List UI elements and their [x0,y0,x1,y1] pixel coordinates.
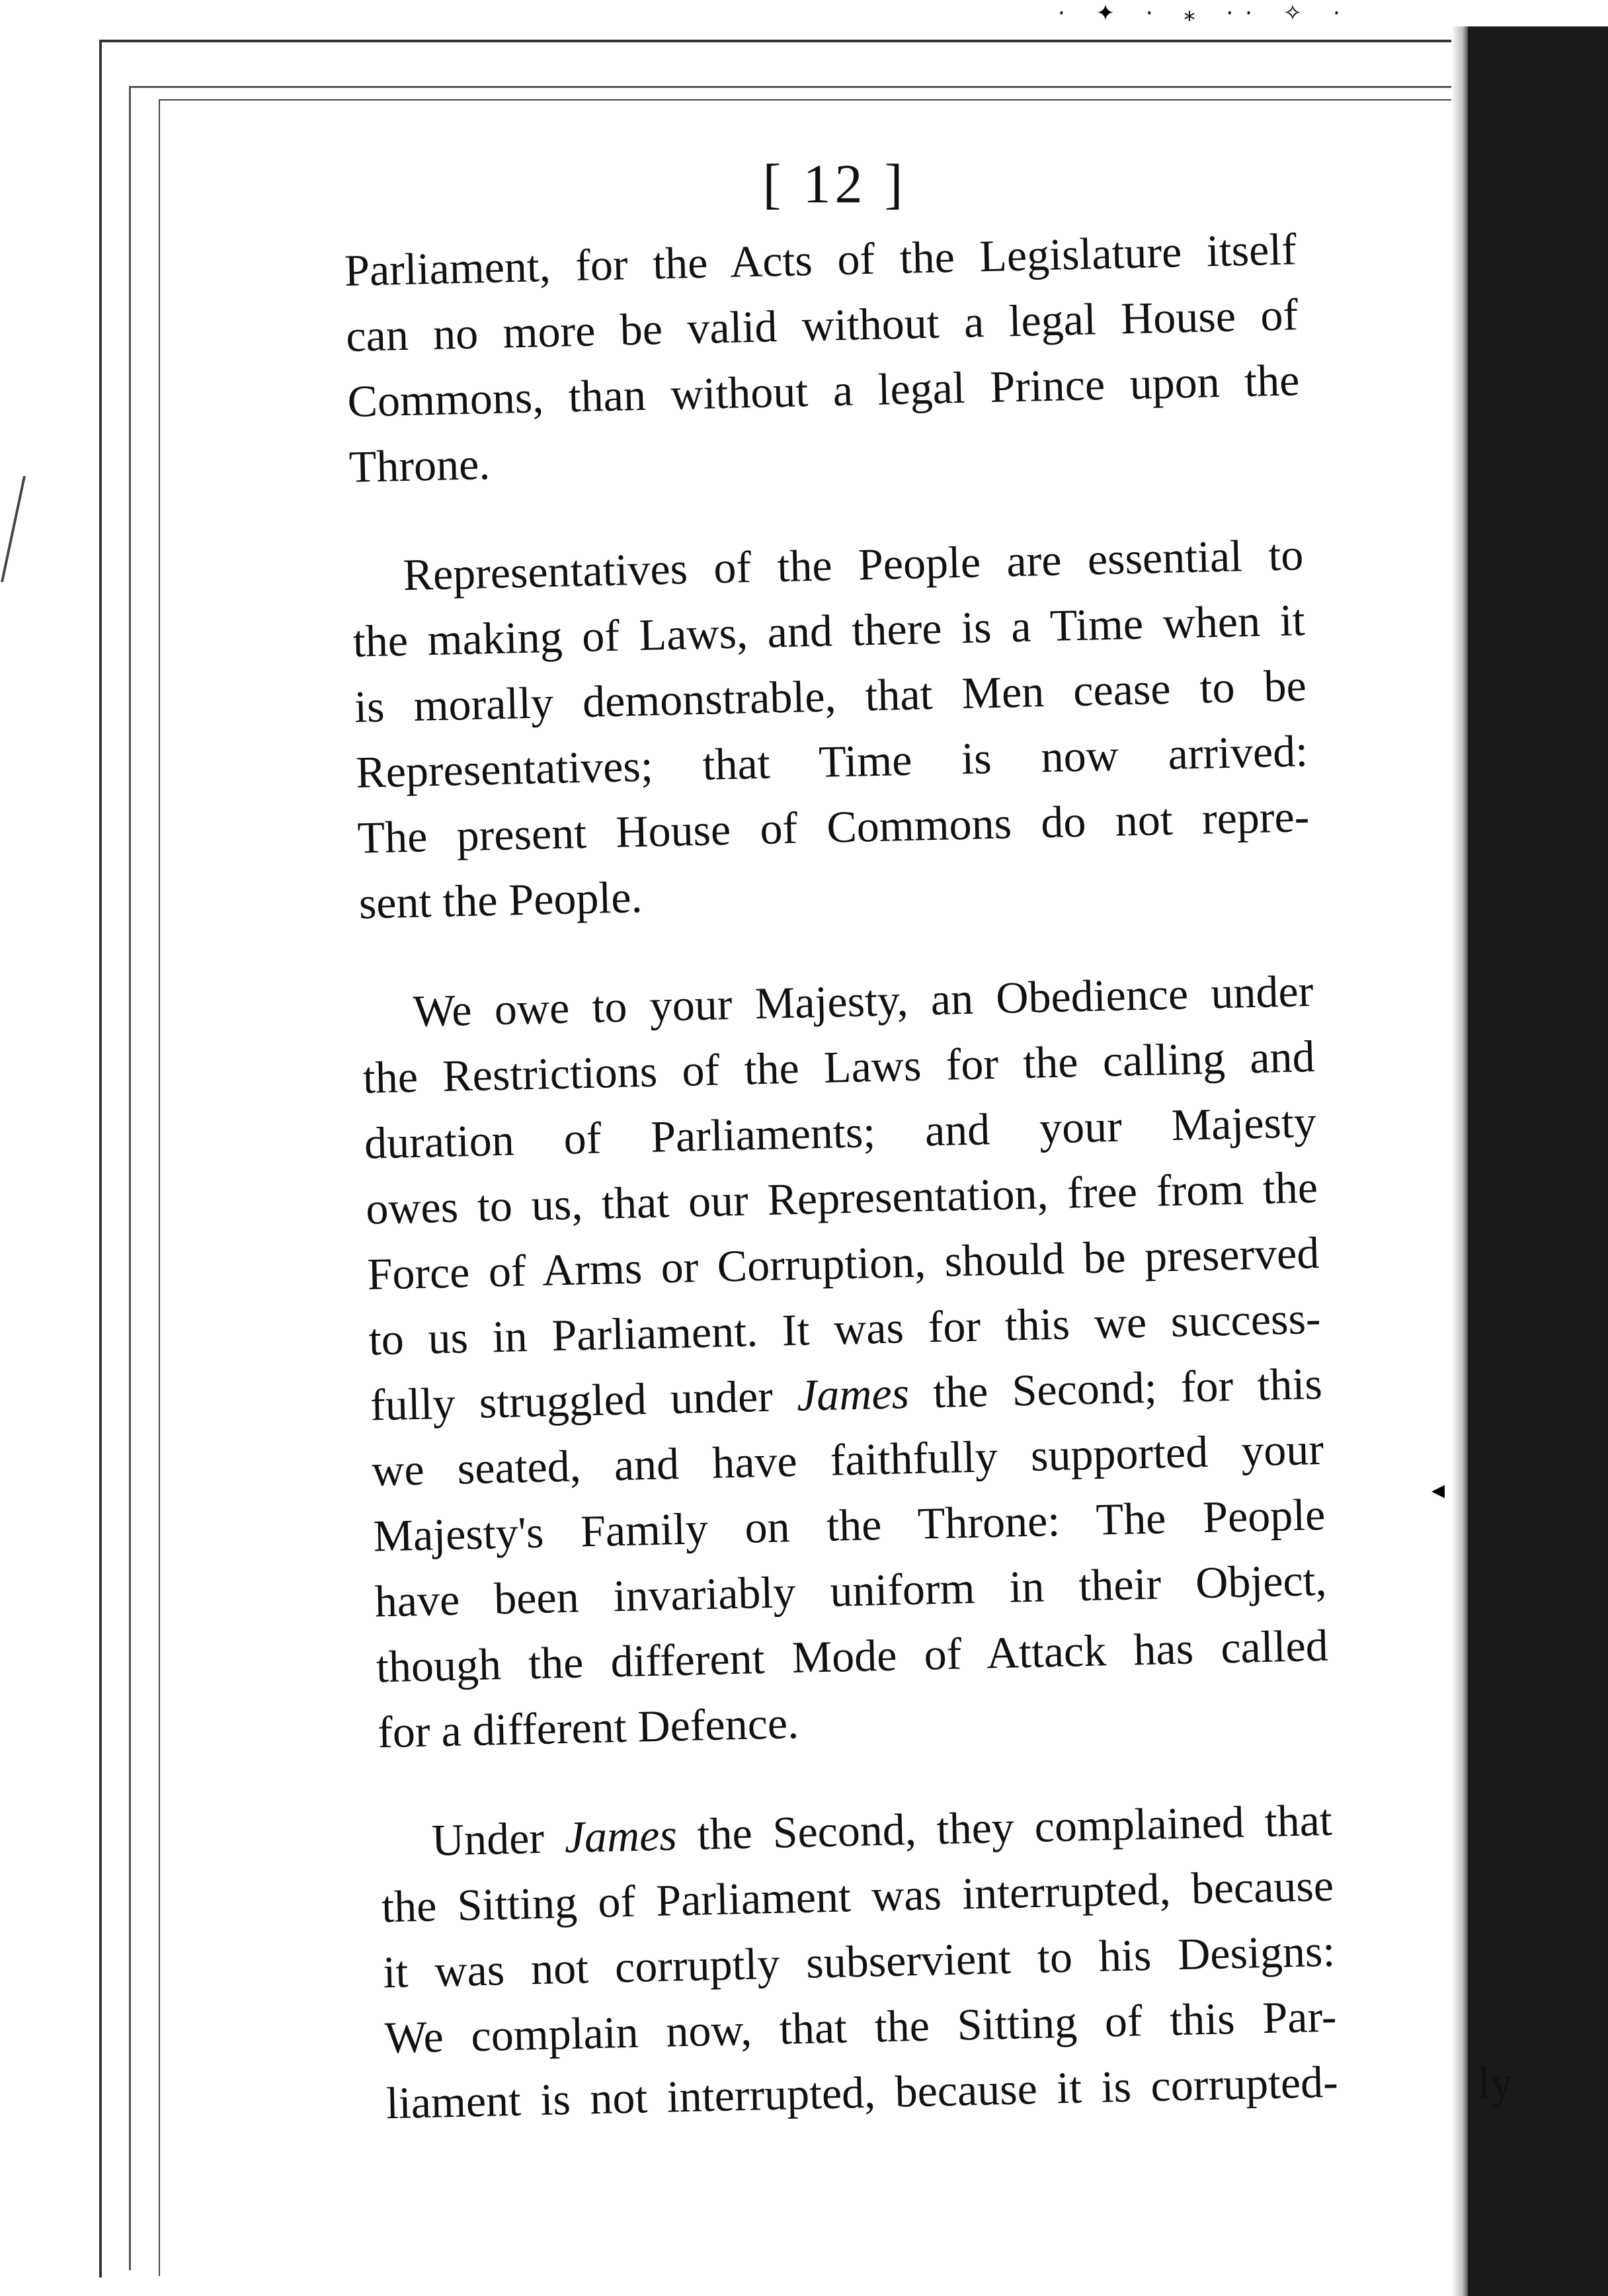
text-line: Representatives of the People are essential to [402,529,1305,600]
text-line: Majesty's Family on the Throne: The People [372,1489,1326,1561]
text-line: the Sitting of Parliament was interrupted, because [381,1860,1334,1932]
paragraph-3 [360,958,1330,1765]
scan-mark-right: ◂ [1431,1475,1445,1505]
text-line: to us in Parliament. It was for this we success- [368,1292,1322,1365]
scan-mark-left [1,476,46,582]
text-line: can no more be valid without a legal House of [345,289,1299,361]
text-line: for a different Defence. [377,1697,799,1758]
text-line: liament is not interrupted, because it is corrupted- [385,2056,1339,2129]
binding-shadow [1451,26,1470,2296]
text-line: duration of Parliaments; and your Majesty [364,1096,1317,1168]
text-line: Force of Arms or Corruption, should be preserved [366,1227,1320,1299]
text-line: Throne. [348,438,491,492]
text-line: though the different Mode of Attack has called [376,1620,1329,1692]
text-line: fully struggled under James the Second; for this [370,1358,1323,1430]
text-line: Commons, than without a legal Prince upon the [346,354,1301,427]
text-column [344,216,1340,2180]
paragraph-2 [350,522,1311,936]
text-line: it was not corruptly subservient to his Designs: [382,1925,1336,1998]
italic-name: James [563,1809,678,1863]
catchword: ly [1477,2057,1513,2108]
text-line: We owe to your Majesty, an Obedience under [412,965,1314,1036]
text-line: We complain now, that the Sitting of this Par- [383,1990,1338,2063]
page-number: [ 12 ] [762,153,907,215]
book-binding [1468,26,1608,2296]
text-line: have been invariably uniform in their Object, [374,1554,1328,1627]
text-line: Representatives; that Time is now arrived: [355,725,1308,798]
text-line: owes to us, that our Representation, free from the [365,1161,1318,1234]
text-line: the Restrictions of the Laws for the calling and [362,1031,1316,1103]
book-page [159,99,1513,2281]
text-line: Parliament, for the Acts of the Legislature itself [344,224,1297,296]
paragraph-4 [380,1787,1339,2137]
text-line: sent the People. [358,872,643,928]
text-line: the making of Laws, and there is a Time when it [352,594,1306,667]
text-line: Under James the Second, they complained that [431,1794,1333,1866]
text-line: is morally demonstrable, that Men cease to be [354,660,1307,732]
paragraph-1 [344,216,1302,500]
text-line: The present House of Commons do not repre- [356,791,1310,863]
italic-name: James [796,1368,910,1420]
text-line: we seated, and have faithfully supported your [371,1423,1324,1496]
scan-specks: · ✦ · ⁎ ·· ✧ · [1058,0,1352,26]
